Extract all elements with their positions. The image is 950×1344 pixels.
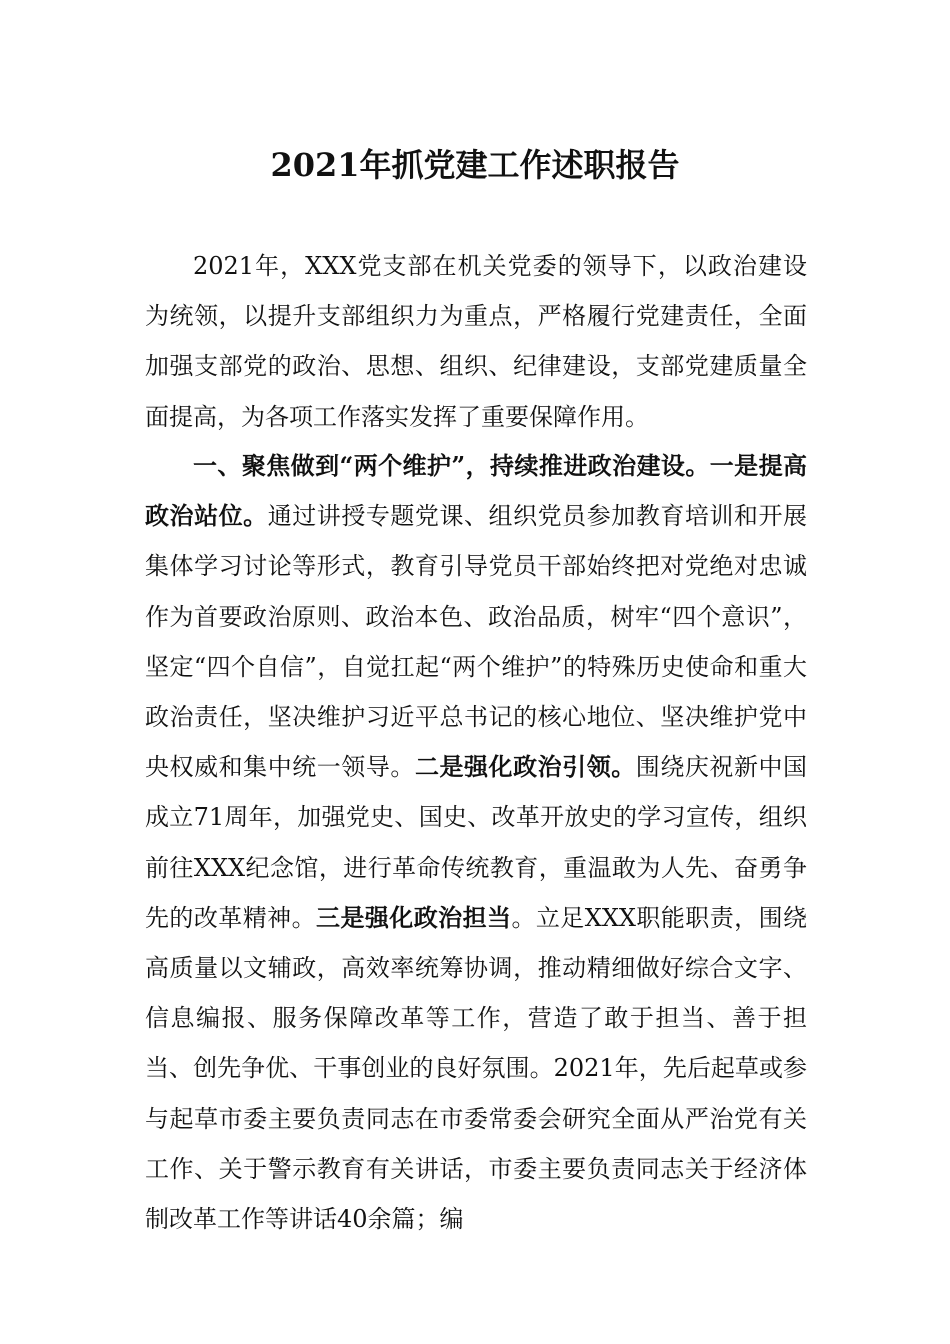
point-3-title: 三是强化政治担当 bbox=[316, 902, 512, 932]
point-2-title: 二是强化政治引领。 bbox=[414, 752, 636, 782]
point-1-title: 一是提高政治站位。 bbox=[145, 451, 808, 531]
section-heading: 一、聚焦做到“两个维护”，持续推进政治建设。 bbox=[193, 451, 710, 480]
point-1-text: 通过讲授专题党课、组织党员参加教育培训和开展集体学习讨论等形式，教育引导党员干部始终把对党绝对忠诚作为首要政治原则、政治本色、政治品质，树牢“四个意识”，坚定“四个自信”，自觉扛起“两个维护”的特殊历史使命和重大政治责任，坚决维护习近平总书记的核心地位、坚决维护党中央权威和集中统一领导。 bbox=[145, 502, 808, 782]
point-3-text: 。立足XXX职能职责，围绕高质量以文辅政，高效率统筹协调，推动精细做好综合文字、信息编报、服务保障改革等工作，营造了敢于担当、善于担当、创先争优、干事创业的良好氛围。2021年，先后起草或参与起草市委主要负责同志在市委常委会研究全面从严治党有关工作、关于警示教育有关讲话，市委主要负责同志关于经济体制改革工作等讲话40余篇；编 bbox=[145, 903, 808, 1234]
paragraph-political-building bbox=[145, 441, 807, 1244]
paragraph-intro: 2021年，XXX党支部在机关党委的领导下，以政治建设为统领，以提升支部组织力为重点，严格履行党建责任，全面加强支部党的政治、思想、组织、纪律建设，支部党建质量全面提高，为各项工作落实发挥了重要保障作用。 bbox=[145, 252, 807, 431]
document-title: 2021年抓党建工作述职报告 bbox=[270, 146, 680, 184]
point-2-text: 围绕庆祝新中国成立71周年，加强党史、国史、改革开放史的学习宣传，组织前往XXX纪念馆，进行革命传统教育，重温敢为人先、奋勇争先的改革精神。 bbox=[145, 753, 808, 932]
